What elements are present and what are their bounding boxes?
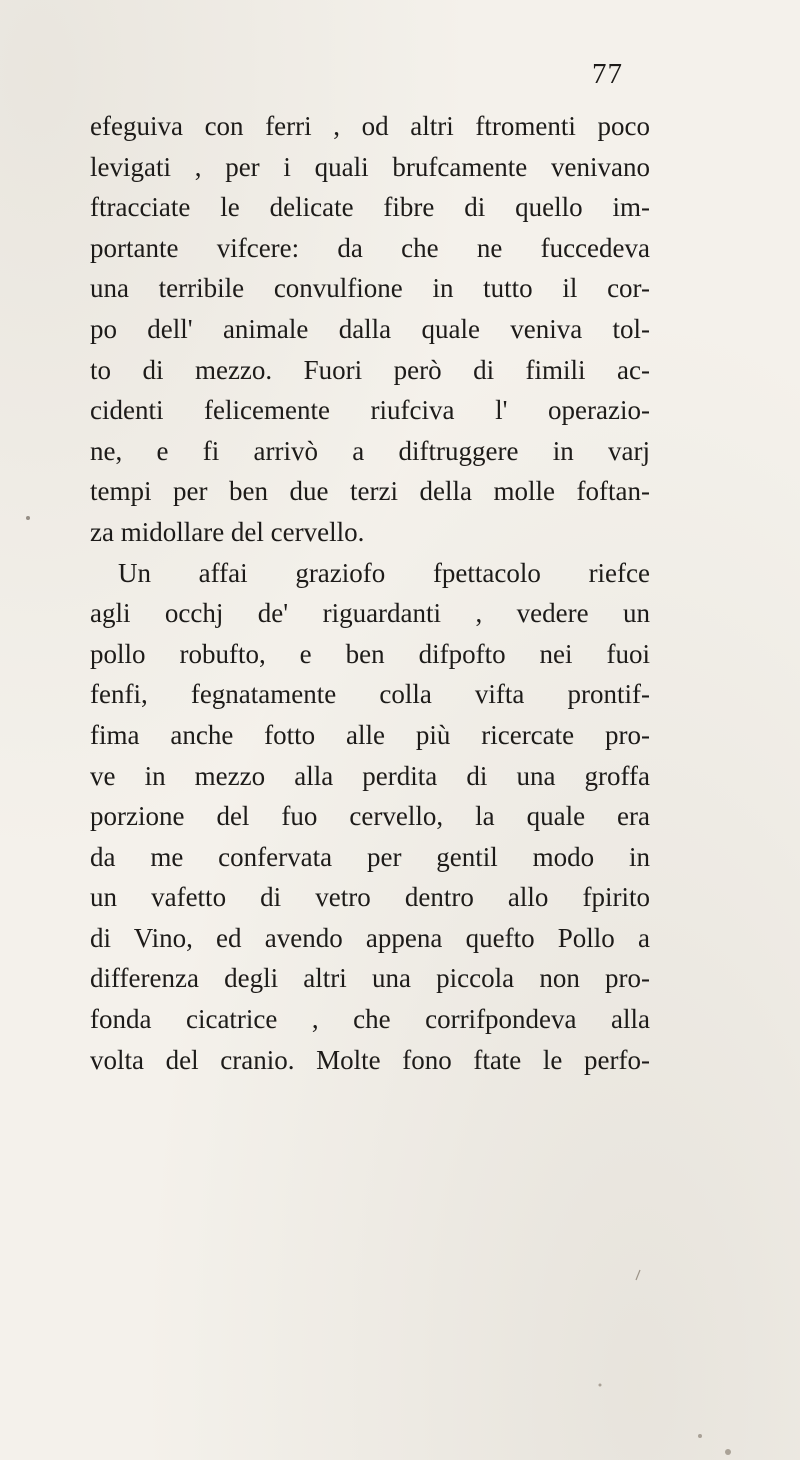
ink-speck — [599, 1384, 602, 1387]
text-line: fonda cicatrice , che corrifpondeva alla — [90, 1004, 650, 1035]
text-line: fima anche fotto alle più ricercate pro- — [90, 719, 650, 750]
text-line: porzione del fuo cervello, la quale era — [90, 801, 650, 832]
text-line: portante vifcere: da che ne fuccedeva — [90, 232, 650, 263]
text-line: da me confervata per gentil modo in — [90, 841, 650, 872]
ink-speck — [26, 516, 30, 520]
text-line: Un affai graziofo fpettacolo riefce — [118, 557, 650, 588]
text-line: pollo robufto, e ben difpofto nei fuoi — [90, 638, 650, 669]
text-line: fenfi, fegnatamente colla vifta prontif- — [90, 679, 650, 710]
text-line: cidenti felicemente riufciva l' operazio- — [90, 395, 650, 426]
text-line: agli occhj de' riguardanti , vedere un — [90, 598, 650, 629]
text-line: ne, e fi arrivò a diftruggere in varj — [90, 435, 650, 466]
text-line: tempi per ben due terzi della molle foftan- — [90, 476, 650, 507]
text-line: po dell' animale dalla quale veniva tol- — [90, 313, 650, 344]
text-line: una terribile convulfione in tutto il cor- — [90, 273, 650, 304]
text-line: ftracciate le delicate fibre di quello im- — [90, 192, 650, 223]
ink-speck — [725, 1449, 731, 1455]
text-line: un vafetto di vetro dentro allo fpirito — [90, 882, 650, 913]
text-line: differenza degli altri una piccola non pro- — [90, 963, 650, 994]
text-line: ve in mezzo alla perdita di una groffa — [90, 760, 650, 791]
margin-mark — [636, 1270, 640, 1280]
text-line: efeguiva con ferri , od altri ftromenti poco — [90, 111, 650, 141]
text-line: za midollare del cervello. — [90, 516, 365, 547]
text-line: di Vino, ed avendo appena quefto Pollo a — [90, 922, 650, 953]
page-number: 77 — [592, 58, 623, 90]
text-line: levigati , per i quali brufcamente venivano — [90, 151, 650, 182]
text-line: to di mezzo. Fuori però di fimili ac- — [90, 354, 650, 385]
text-line: volta del cranio. Molte fono ftate le perfo- — [90, 1044, 650, 1075]
ink-speck — [698, 1434, 702, 1438]
